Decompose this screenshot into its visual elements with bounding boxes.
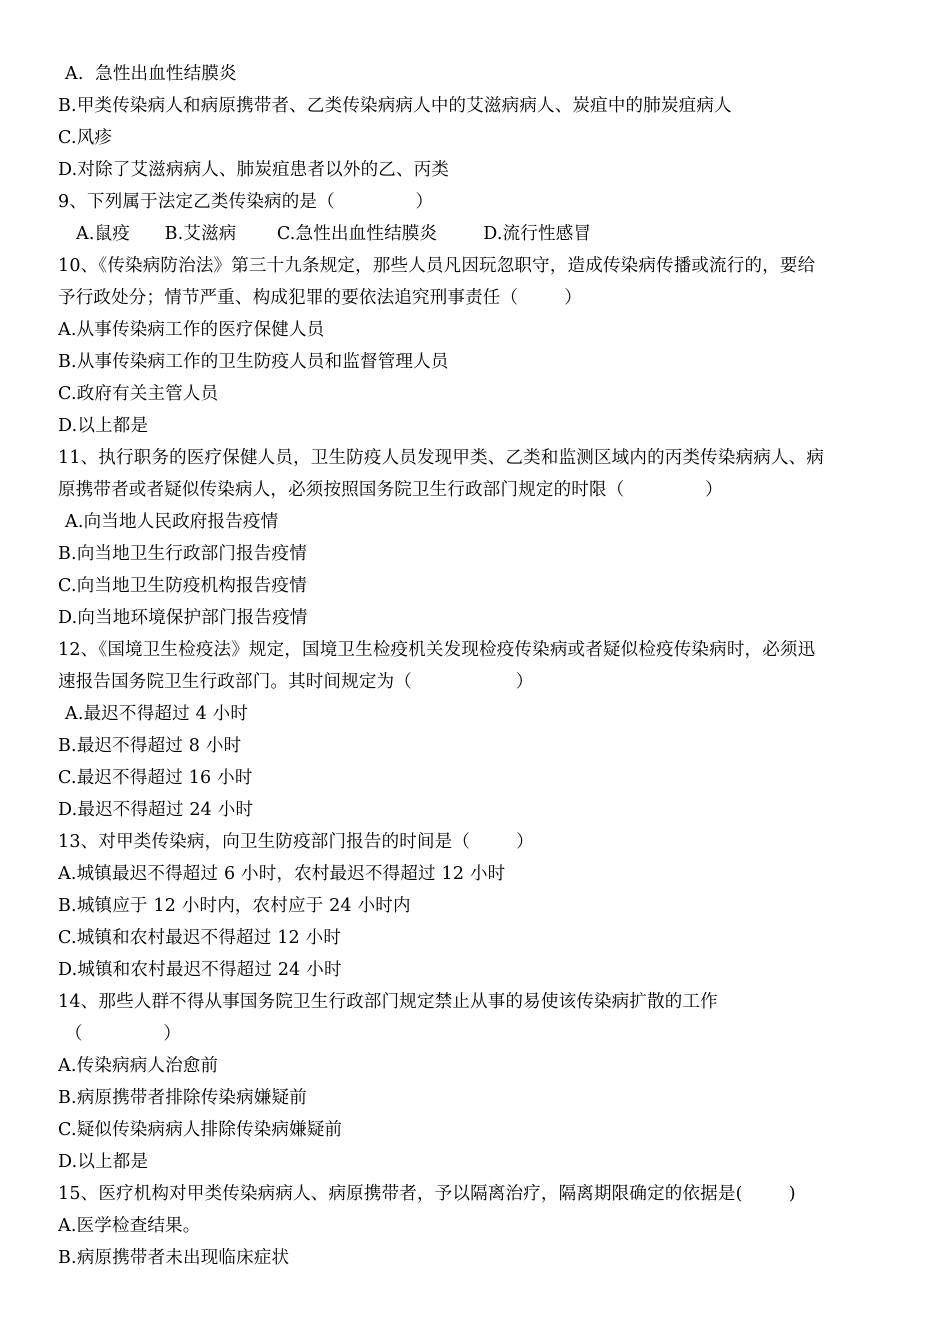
question-line: 14、那些人群不得从事国务院卫生行政部门规定禁止从事的易使该传染病扩散的工作	[58, 992, 718, 1012]
option-line: C.最迟不得超过 16 小时	[58, 768, 253, 788]
option-line: D.对除了艾滋病病人、肺炭疽患者以外的乙、丙类	[58, 160, 450, 180]
option-line: D.城镇和农村最迟不得超过 24 小时	[58, 960, 342, 980]
option-line: A.城镇最迟不得超过 6 小时，农村最迟不得超过 12 小时	[58, 864, 506, 884]
question-line: 13、对甲类传染病，向卫生防疫部门报告的时间是（ ）	[58, 832, 534, 852]
option-line: A. 急性出血性结膜炎	[65, 64, 237, 84]
option-line: C.向当地卫生防疫机构报告疫情	[58, 576, 307, 596]
question-line: 速报告国务院卫生行政部门。其时间规定为（ ）	[58, 672, 534, 692]
option-line: A.医学检查结果。	[58, 1216, 201, 1236]
option-line: B.向当地卫生行政部门报告疫情	[58, 544, 307, 564]
option-line: B.城镇应于 12 小时内，农村应于 24 小时内	[58, 896, 411, 916]
option-line: B.甲类传染病人和病原携带者、乙类传染病病人中的艾滋病病人、炭疽中的肺炭疽病人	[58, 96, 732, 116]
question-line: 12、《国境卫生检疫法》规定，国境卫生检疫机关发现检疫传染病或者疑似检疫传染病时，必须迅	[58, 640, 816, 660]
question-line: 15、医疗机构对甲类传染病病人、病原携带者，予以隔离治疗，隔离期限确定的依据是( )	[58, 1184, 796, 1204]
option-line: B.病原携带者排除传染病嫌疑前	[58, 1088, 307, 1108]
question-line: 9、下列属于法定乙类传染病的是（ ）	[58, 192, 434, 212]
option-line: A.传染病病人治愈前	[58, 1056, 219, 1076]
option-line: D.最迟不得超过 24 小时	[58, 800, 254, 820]
option-line: D.向当地环境保护部门报告疫情	[58, 608, 308, 628]
question-line: 予行政处分；情节严重、构成犯罪的要依法追究刑事责任（ ）	[58, 288, 582, 308]
option-line: D.以上都是	[58, 416, 149, 436]
option-line: B.从事传染病工作的卫生防疫人员和监督管理人员	[58, 352, 449, 372]
option-line: A.最迟不得超过 4 小时	[65, 704, 249, 724]
option-line: C.政府有关主管人员	[58, 384, 219, 404]
option-line: B.最迟不得超过 8 小时	[58, 736, 242, 756]
option-line: A.从事传染病工作的医疗保健人员	[58, 320, 325, 340]
option-line: B.病原携带者未出现临床症状	[58, 1248, 290, 1268]
question-line: 原携带者或者疑似传染病人，必须按照国务院卫生行政部门规定的时限（ ）	[58, 480, 723, 500]
option-line: A.鼠疫 B.艾滋病 C.急性出血性结膜炎 D.流行性感冒	[76, 224, 592, 244]
question-line: 10、《传染病防治法》第三十九条规定，那些人员凡因玩忽职守，造成传染病传播或流行的，要给	[58, 256, 816, 276]
option-line: C.风疹	[58, 128, 113, 148]
question-line: 11、执行职务的医疗保健人员，卫生防疫人员发现甲类、乙类和监测区域内的丙类传染病病人、病	[58, 448, 825, 468]
option-line: D.以上都是	[58, 1152, 149, 1172]
question-line: （ ）	[65, 1024, 182, 1044]
option-line: C.疑似传染病病人排除传染病嫌疑前	[58, 1120, 343, 1140]
option-line: C.城镇和农村最迟不得超过 12 小时	[58, 928, 342, 948]
option-line: A.向当地人民政府报告疫情	[65, 512, 279, 532]
